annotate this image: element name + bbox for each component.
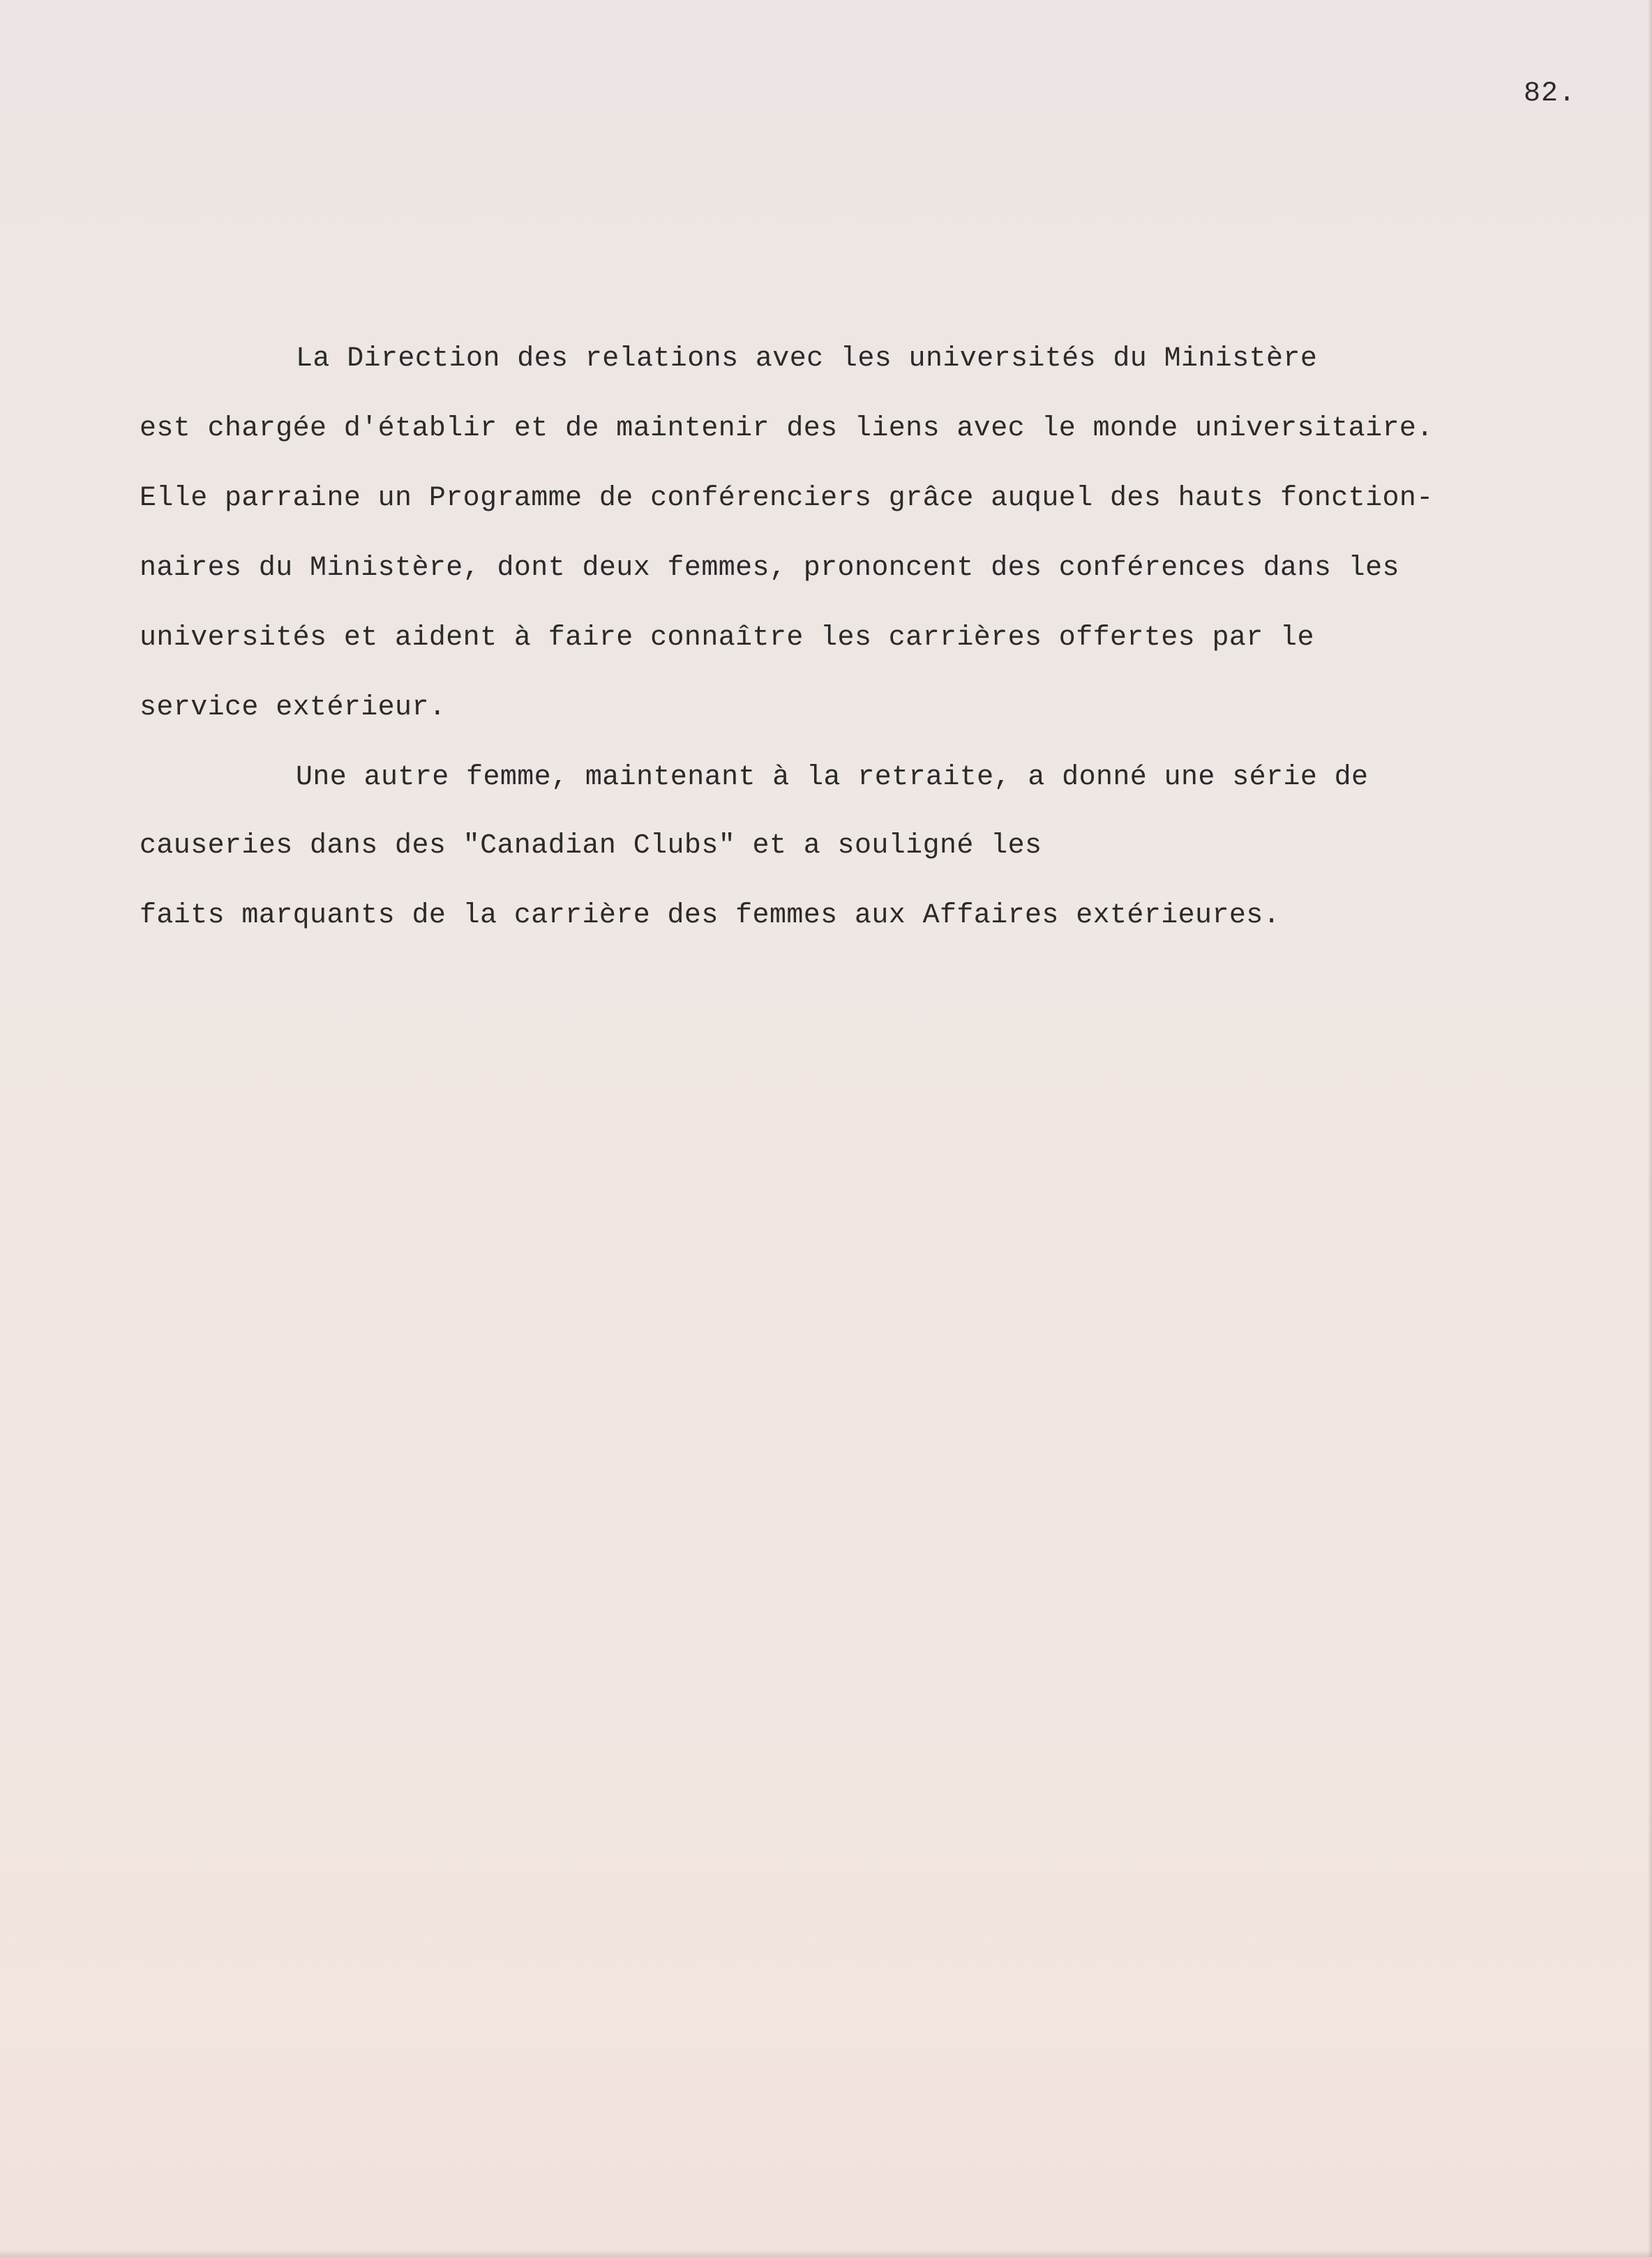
paragraph-line: est chargée d'établir et de maintenir des liens avec le monde universitaire. xyxy=(140,413,1434,444)
paragraph-line: La Direction des relations avec les universités du Ministère xyxy=(296,343,1318,375)
paper-edge-right xyxy=(1648,0,1652,2257)
paragraph-line: causeries dans des "Canadian Clubs" et a souligné les xyxy=(140,830,1042,862)
paragraph-line: Elle parraine un Programme de conférenciers grâce auquel des hauts fonction- xyxy=(140,483,1434,514)
page-number: 82. xyxy=(1524,78,1577,110)
paragraph-line: Une autre femme, maintenant à la retraite, a donné une série de xyxy=(296,762,1369,793)
paragraph-line: faits marquants de la carrière des femmes aux Affaires extérieures. xyxy=(140,900,1281,931)
paper-edge-bottom xyxy=(0,2250,1652,2257)
paragraph-line: service extérieur. xyxy=(140,692,446,723)
paragraph-line: naires du Ministère, dont deux femmes, prononcent des conférences dans les xyxy=(140,553,1399,584)
paragraph-line: universités et aident à faire connaître les carrières offertes par le xyxy=(140,622,1314,654)
